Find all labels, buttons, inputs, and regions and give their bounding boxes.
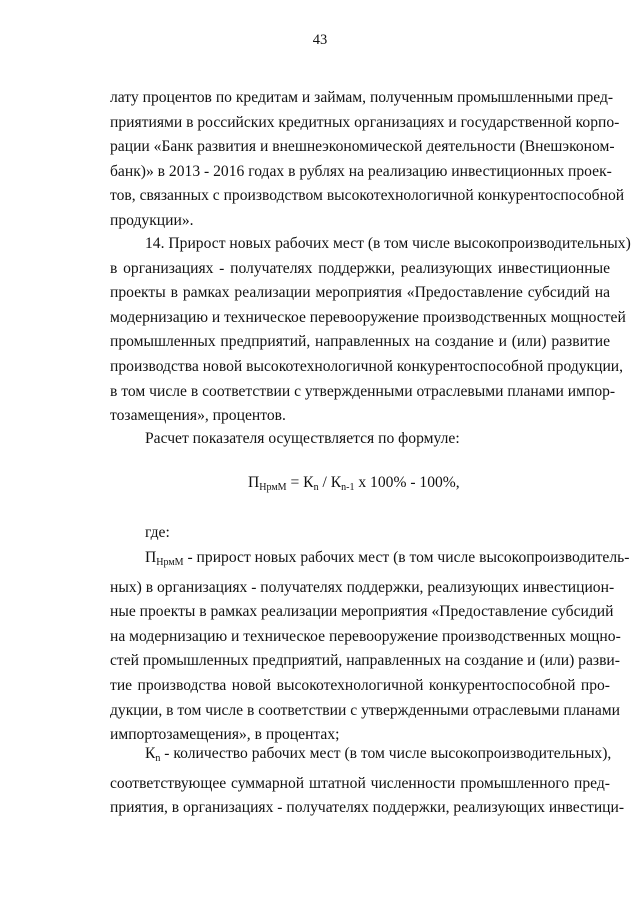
text-line: производства новой высокотехнологичной конкурентоспособной продукции, <box>110 357 624 375</box>
text-line: лату процентов по кредитам и займам, полученным промышленными пред- <box>110 89 614 106</box>
formula-lhs-subscript: НрмМ <box>259 482 287 493</box>
definition-symbol-subscript: НрмМ <box>156 557 184 568</box>
formula-k-current: К <box>303 474 314 491</box>
where-label: где: <box>145 524 170 541</box>
text-line: ные проекты в рамках реализации мероприятия «Предоставление субсидий <box>110 603 614 621</box>
text-line: тов, связанных с производством высокотехнологичной конкурентоспособной <box>110 187 625 205</box>
definition-symbol: П <box>145 549 157 566</box>
calculation-intro <box>110 427 610 452</box>
text-line: тозамещения», процентов. <box>110 407 286 425</box>
definition-symbol: К <box>145 745 156 762</box>
indicator-14-paragraph <box>110 232 631 429</box>
formula-lhs: П <box>248 474 260 491</box>
text-line: импортозамещения», в процентах; <box>110 726 340 744</box>
text-line: на модернизацию и техническое перевооружение производственных мощно- <box>110 627 621 645</box>
formula-k-previous: К <box>330 474 342 491</box>
text-line: Расчет показателя осуществляется по формуле: <box>145 430 460 447</box>
formula <box>248 474 460 493</box>
text-line: приятиями в российских кредитных организациях и государственной корпо- <box>110 113 620 131</box>
formula-slash: / <box>318 474 331 491</box>
definition-text: - прирост новых рабочих мест (в том числе высокопроизводитель- <box>183 549 630 566</box>
text-line: соответствующее суммарной штатной численности промышленного пред- <box>110 774 610 792</box>
text-line: тие производства новой высокотехнологичной конкурентоспособной про- <box>110 676 610 694</box>
text-line: стей промышленных предприятий, направленных на создание и (или) разви- <box>110 652 620 670</box>
formula-k-current-subscript: n <box>313 482 319 493</box>
text-line: модернизацию и техническое перевооружение производственных мощностей <box>110 308 626 326</box>
text-line: в организациях - получателях поддержки, реализующих инвестиционные <box>110 259 610 277</box>
definition-p-nrmm <box>110 546 630 748</box>
text-line: дукции, в том числе в соответствии с утвержденными отраслевыми планами <box>110 701 621 719</box>
text-line: банк)» в 2013 - 2016 годах в рублях на реализацию инвестиционных проек- <box>110 162 612 180</box>
text-line: продукции». <box>110 211 194 229</box>
definition-first-line <box>110 546 630 576</box>
definition-k-n <box>110 742 625 821</box>
definition-first-line <box>110 742 610 772</box>
formula-equals: = <box>286 474 304 491</box>
text-line: промышленных предприятий, направленных на создание и (или) развитие <box>110 333 610 351</box>
page-number: 43 <box>312 32 328 48</box>
formula-k-previous-subscript: n-1 <box>341 482 355 493</box>
definition-text: - количество рабочих мест (в том числе высокопроизводительных), <box>160 745 612 762</box>
text-line: в том числе в соответствии с утвержденными отраслевыми планами импор- <box>110 382 616 400</box>
text-line: рации «Банк развития и внешнеэкономической деятельности (Внешэконом- <box>110 138 615 156</box>
text-line: приятия, в организациях - получателях поддержки, реализующих инвестици- <box>110 799 625 817</box>
where-label-block <box>110 521 610 546</box>
definition-symbol-subscript: n <box>155 753 161 764</box>
text-line: ных) в организациях - получателях поддержки, реализующих инвестицион- <box>110 578 615 596</box>
text-line: проекты в рамках реализации мероприятия «Предоставление субсидий на <box>110 284 610 302</box>
continuation-paragraph <box>110 86 625 234</box>
formula-rest: х 100% - 100%, <box>354 474 460 491</box>
text-line: 14. Прирост новых рабочих мест (в том числе высокопроизводительных) <box>145 235 631 252</box>
